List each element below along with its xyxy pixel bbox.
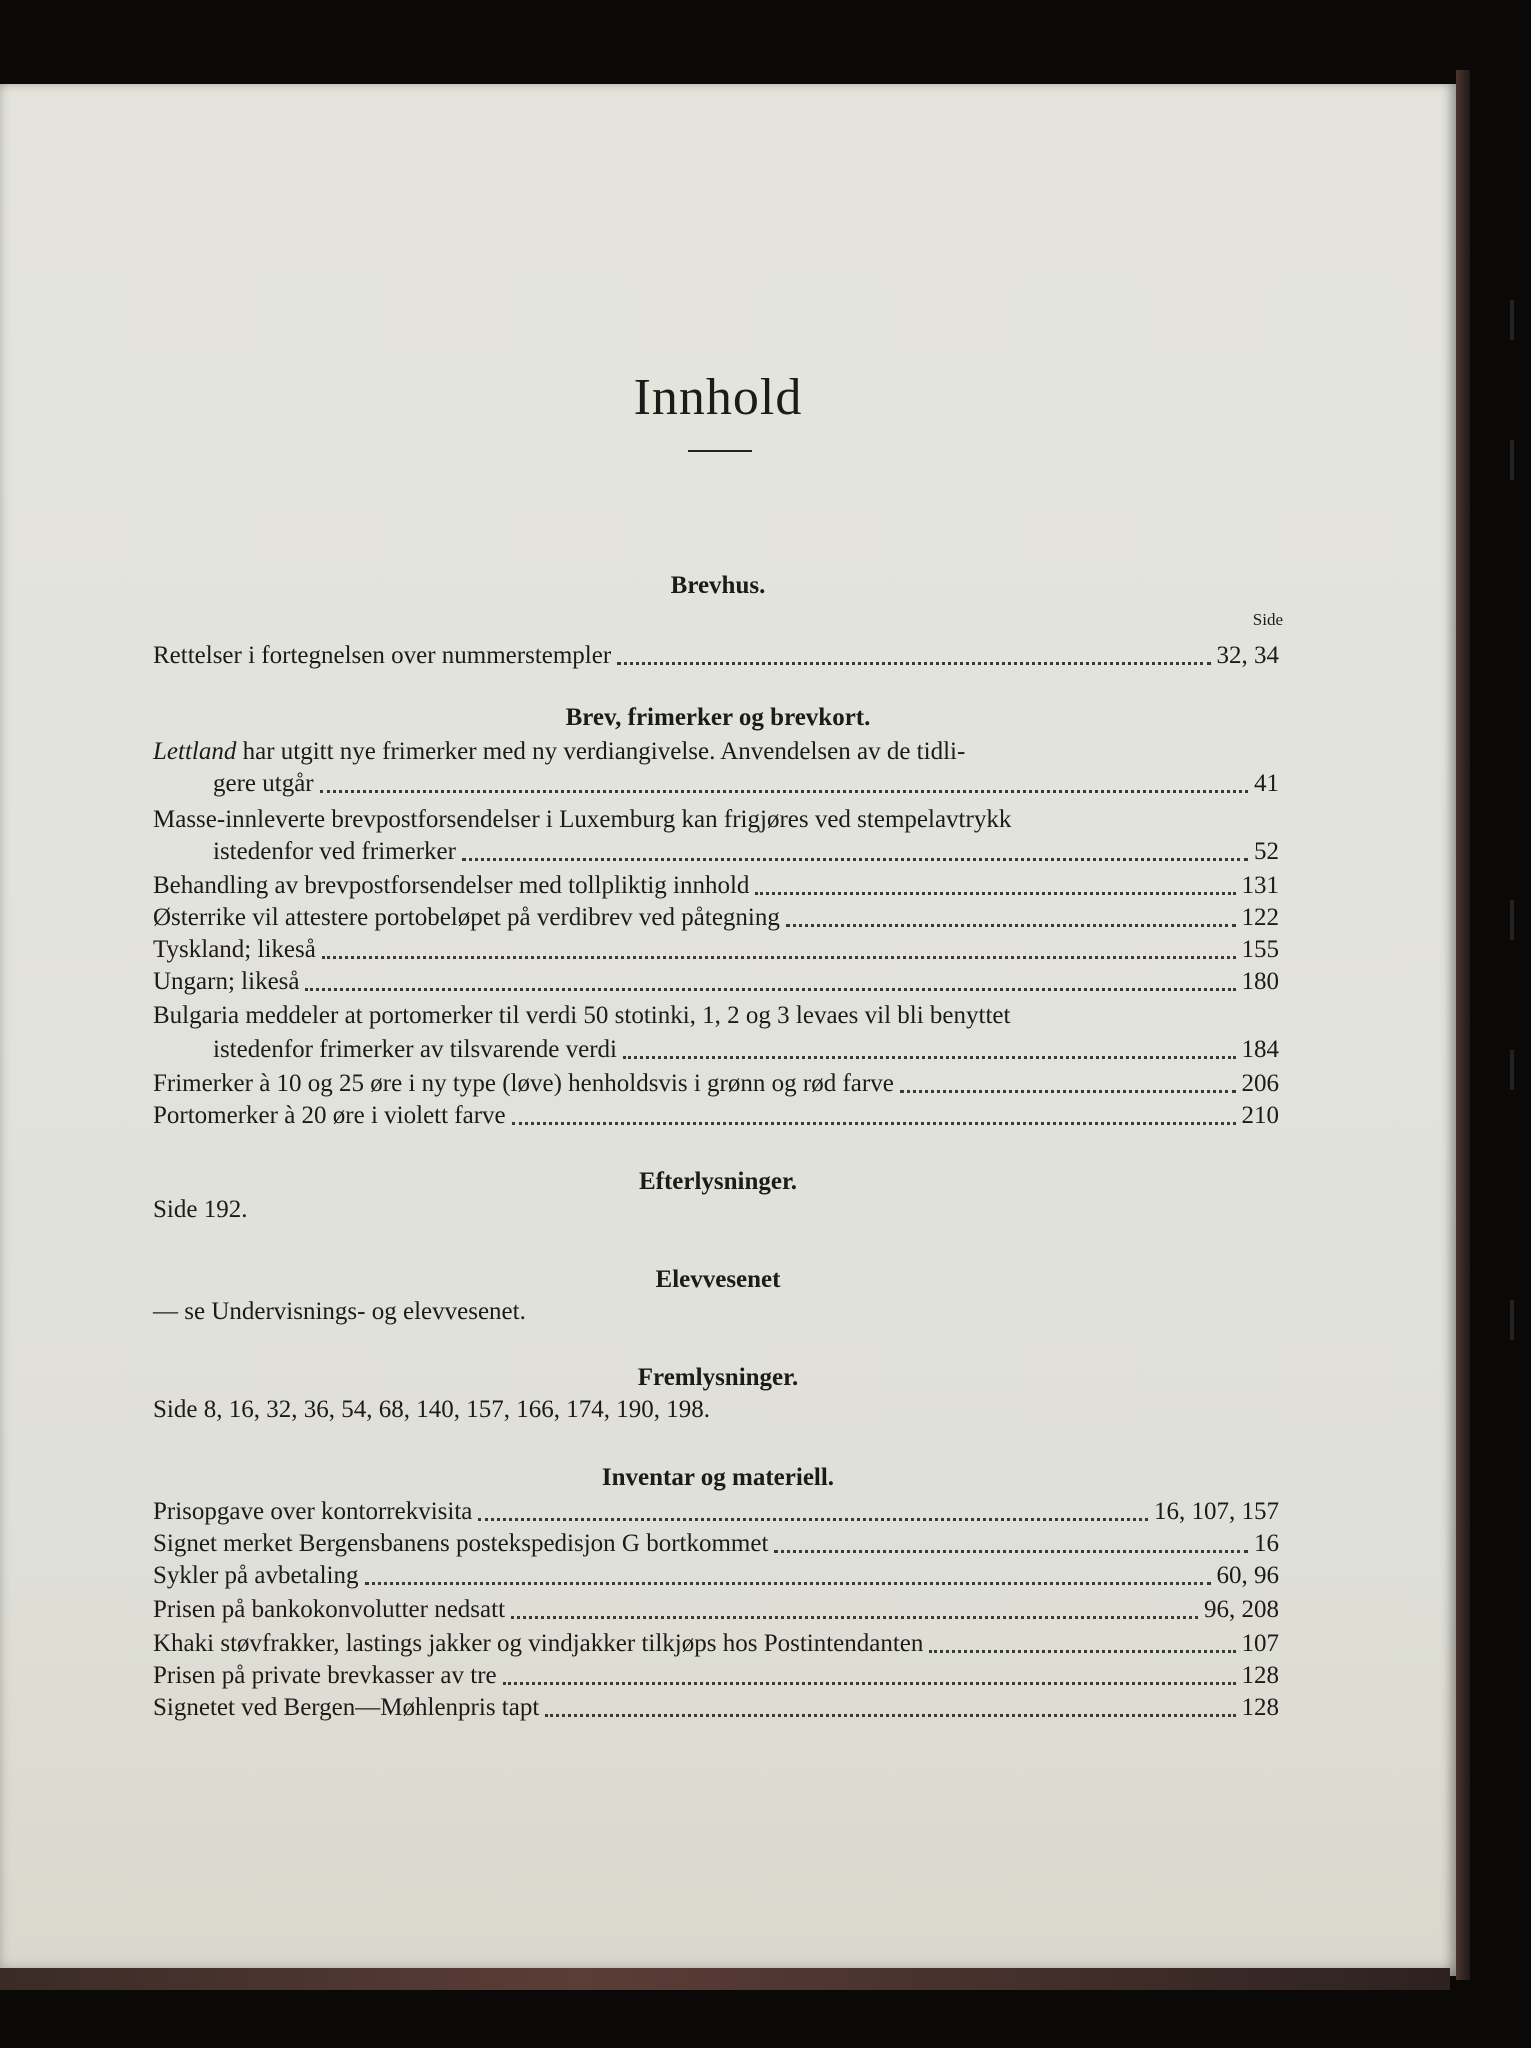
- entry-text: Sykler på avbetaling: [153, 1562, 359, 1589]
- entry-text: gere utgår: [213, 770, 314, 797]
- entry-page: 180: [1241, 968, 1279, 995]
- edge-mark: [1510, 1050, 1514, 1090]
- entry-page: 184: [1241, 1036, 1279, 1063]
- entry-page: 131: [1241, 872, 1279, 899]
- title-rule: [688, 450, 752, 452]
- section-text: Side 8, 16, 32, 36, 54, 68, 140, 157, 166, 174, 190, 198.: [153, 1396, 710, 1423]
- entry-text: istedenfor ved frimerker: [213, 838, 456, 865]
- entry-text: Østerrike vil attestere portobeløpet på verdibrev ved påtegning: [153, 904, 780, 931]
- edge-mark: [1510, 900, 1514, 940]
- entry-page: 32, 34: [1216, 642, 1279, 669]
- dot-leader: [320, 789, 1248, 793]
- section-heading-fremlysninger: Fremlysninger.: [637, 1364, 799, 1391]
- toc-entry: [153, 1628, 1279, 1660]
- dot-leader: [617, 661, 1210, 665]
- entry-page: 96, 208: [1204, 1596, 1279, 1623]
- toc-entry: [153, 934, 1279, 966]
- entry-page: 41: [1254, 770, 1279, 797]
- toc-entry: [153, 768, 1279, 800]
- entry-text: Signet merket Bergensbanens postekspedisjon G bortkommet: [153, 1530, 769, 1557]
- toc-entry: [153, 836, 1279, 868]
- entry-text: har utgitt nye frimerker med ny verdiangivelse. Anvendelsen av de tidli-: [242, 738, 966, 765]
- entry-text: Tyskland; likeså: [153, 936, 316, 963]
- entry-page: 210: [1241, 1102, 1279, 1129]
- dot-leader: [503, 1681, 1236, 1685]
- section-text: — se Undervisnings- og elevvesenet.: [153, 1298, 526, 1325]
- dot-leader: [322, 955, 1236, 959]
- entry-text: Signetet ved Bergen—Møhlenpris tapt: [153, 1694, 540, 1721]
- dot-leader: [774, 1549, 1248, 1553]
- entry-text: Frimerker à 10 og 25 øre i ny type (løve) henholdsvis i grønn og rød farve: [153, 1070, 894, 1097]
- dot-leader: [623, 1055, 1236, 1059]
- side-column-label: Side: [1252, 610, 1283, 629]
- toc-entry-line: Bulgaria meddeler at portomerker til verdi 50 stotinki, 1, 2 og 3 levaes vil bli benyttet: [153, 1002, 1011, 1029]
- entry-text: Portomerker à 20 øre i violett farve: [153, 1102, 506, 1129]
- dot-leader: [478, 1517, 1148, 1521]
- dot-leader: [929, 1649, 1235, 1653]
- toc-entry: [153, 902, 1279, 934]
- dot-leader: [545, 1713, 1235, 1717]
- entry-page: 107: [1241, 1630, 1279, 1657]
- toc-entry: [153, 1660, 1279, 1692]
- toc-entry: [153, 1560, 1279, 1592]
- dot-leader: [755, 891, 1235, 895]
- section-heading-efterlysninger: Efterlysninger.: [638, 1168, 798, 1195]
- toc-entry-line: [153, 736, 965, 768]
- page-title: Innhold: [633, 369, 803, 426]
- entry-page: 16: [1254, 1530, 1279, 1557]
- toc-entry: [153, 640, 1279, 672]
- dot-leader: [512, 1121, 1236, 1125]
- entry-page: 16, 107, 157: [1154, 1498, 1279, 1525]
- entry-text: Ungarn; likeså: [153, 968, 300, 995]
- entry-text: istedenfor frimerker av tilsvarende verdi: [213, 1036, 617, 1063]
- section-heading-brev: Brev, frimerker og brevkort.: [565, 704, 871, 731]
- edge-mark: [1510, 1300, 1514, 1340]
- dot-leader: [462, 857, 1248, 861]
- entry-page: 60, 96: [1216, 1562, 1279, 1589]
- toc-entry: [153, 966, 1279, 998]
- entry-text: Khaki støvfrakker, lastings jakker og vindjakker tilkjøps hos Postintendanten: [153, 1630, 924, 1657]
- toc-entry: [153, 870, 1279, 902]
- edge-mark: [1510, 440, 1514, 480]
- dot-leader: [511, 1615, 1198, 1619]
- entry-page: 155: [1241, 936, 1279, 963]
- toc-entry: [153, 1496, 1279, 1528]
- entry-page: 128: [1241, 1662, 1279, 1689]
- entry-text: Rettelser i fortegnelsen over nummerstempler: [153, 642, 612, 669]
- dot-leader: [305, 987, 1235, 991]
- section-heading-elevvesenet: Elevvesenet: [655, 1266, 781, 1293]
- entry-text: Prisen på bankokonvolutter nedsatt: [153, 1596, 506, 1623]
- dot-leader: [900, 1089, 1236, 1093]
- toc-entry: [153, 1068, 1279, 1100]
- toc-entry: [153, 1100, 1279, 1132]
- edge-mark: [1510, 300, 1514, 340]
- entry-text: Prisopgave over kontorrekvisita: [153, 1498, 473, 1525]
- page-edge: [1456, 70, 1470, 1980]
- dot-leader: [365, 1581, 1211, 1585]
- section-text: Side 192.: [153, 1196, 248, 1223]
- toc-entry: [153, 1034, 1279, 1066]
- entry-page: 52: [1254, 838, 1279, 865]
- binding-strip: [0, 1968, 1450, 1990]
- entry-page: 128: [1241, 1694, 1279, 1721]
- dot-leader: [786, 923, 1236, 927]
- country-name: Lettland: [153, 738, 237, 765]
- section-heading-brevhus: Brevhus.: [670, 572, 766, 599]
- toc-entry: [153, 1692, 1279, 1724]
- section-heading-inventar: Inventar og materiell.: [601, 1464, 835, 1491]
- toc-entry: [153, 1594, 1279, 1626]
- entry-text: Prisen på private brevkasser av tre: [153, 1662, 497, 1689]
- entry-page: 206: [1241, 1070, 1279, 1097]
- toc-entry: [153, 1528, 1279, 1560]
- entry-text: Behandling av brevpostforsendelser med tollpliktig innhold: [153, 872, 750, 899]
- toc-entry-line: Masse-innleverte brevpostforsendelser i Luxemburg kan frigjøres ved stempelavtrykk: [153, 806, 1012, 833]
- entry-page: 122: [1241, 904, 1279, 931]
